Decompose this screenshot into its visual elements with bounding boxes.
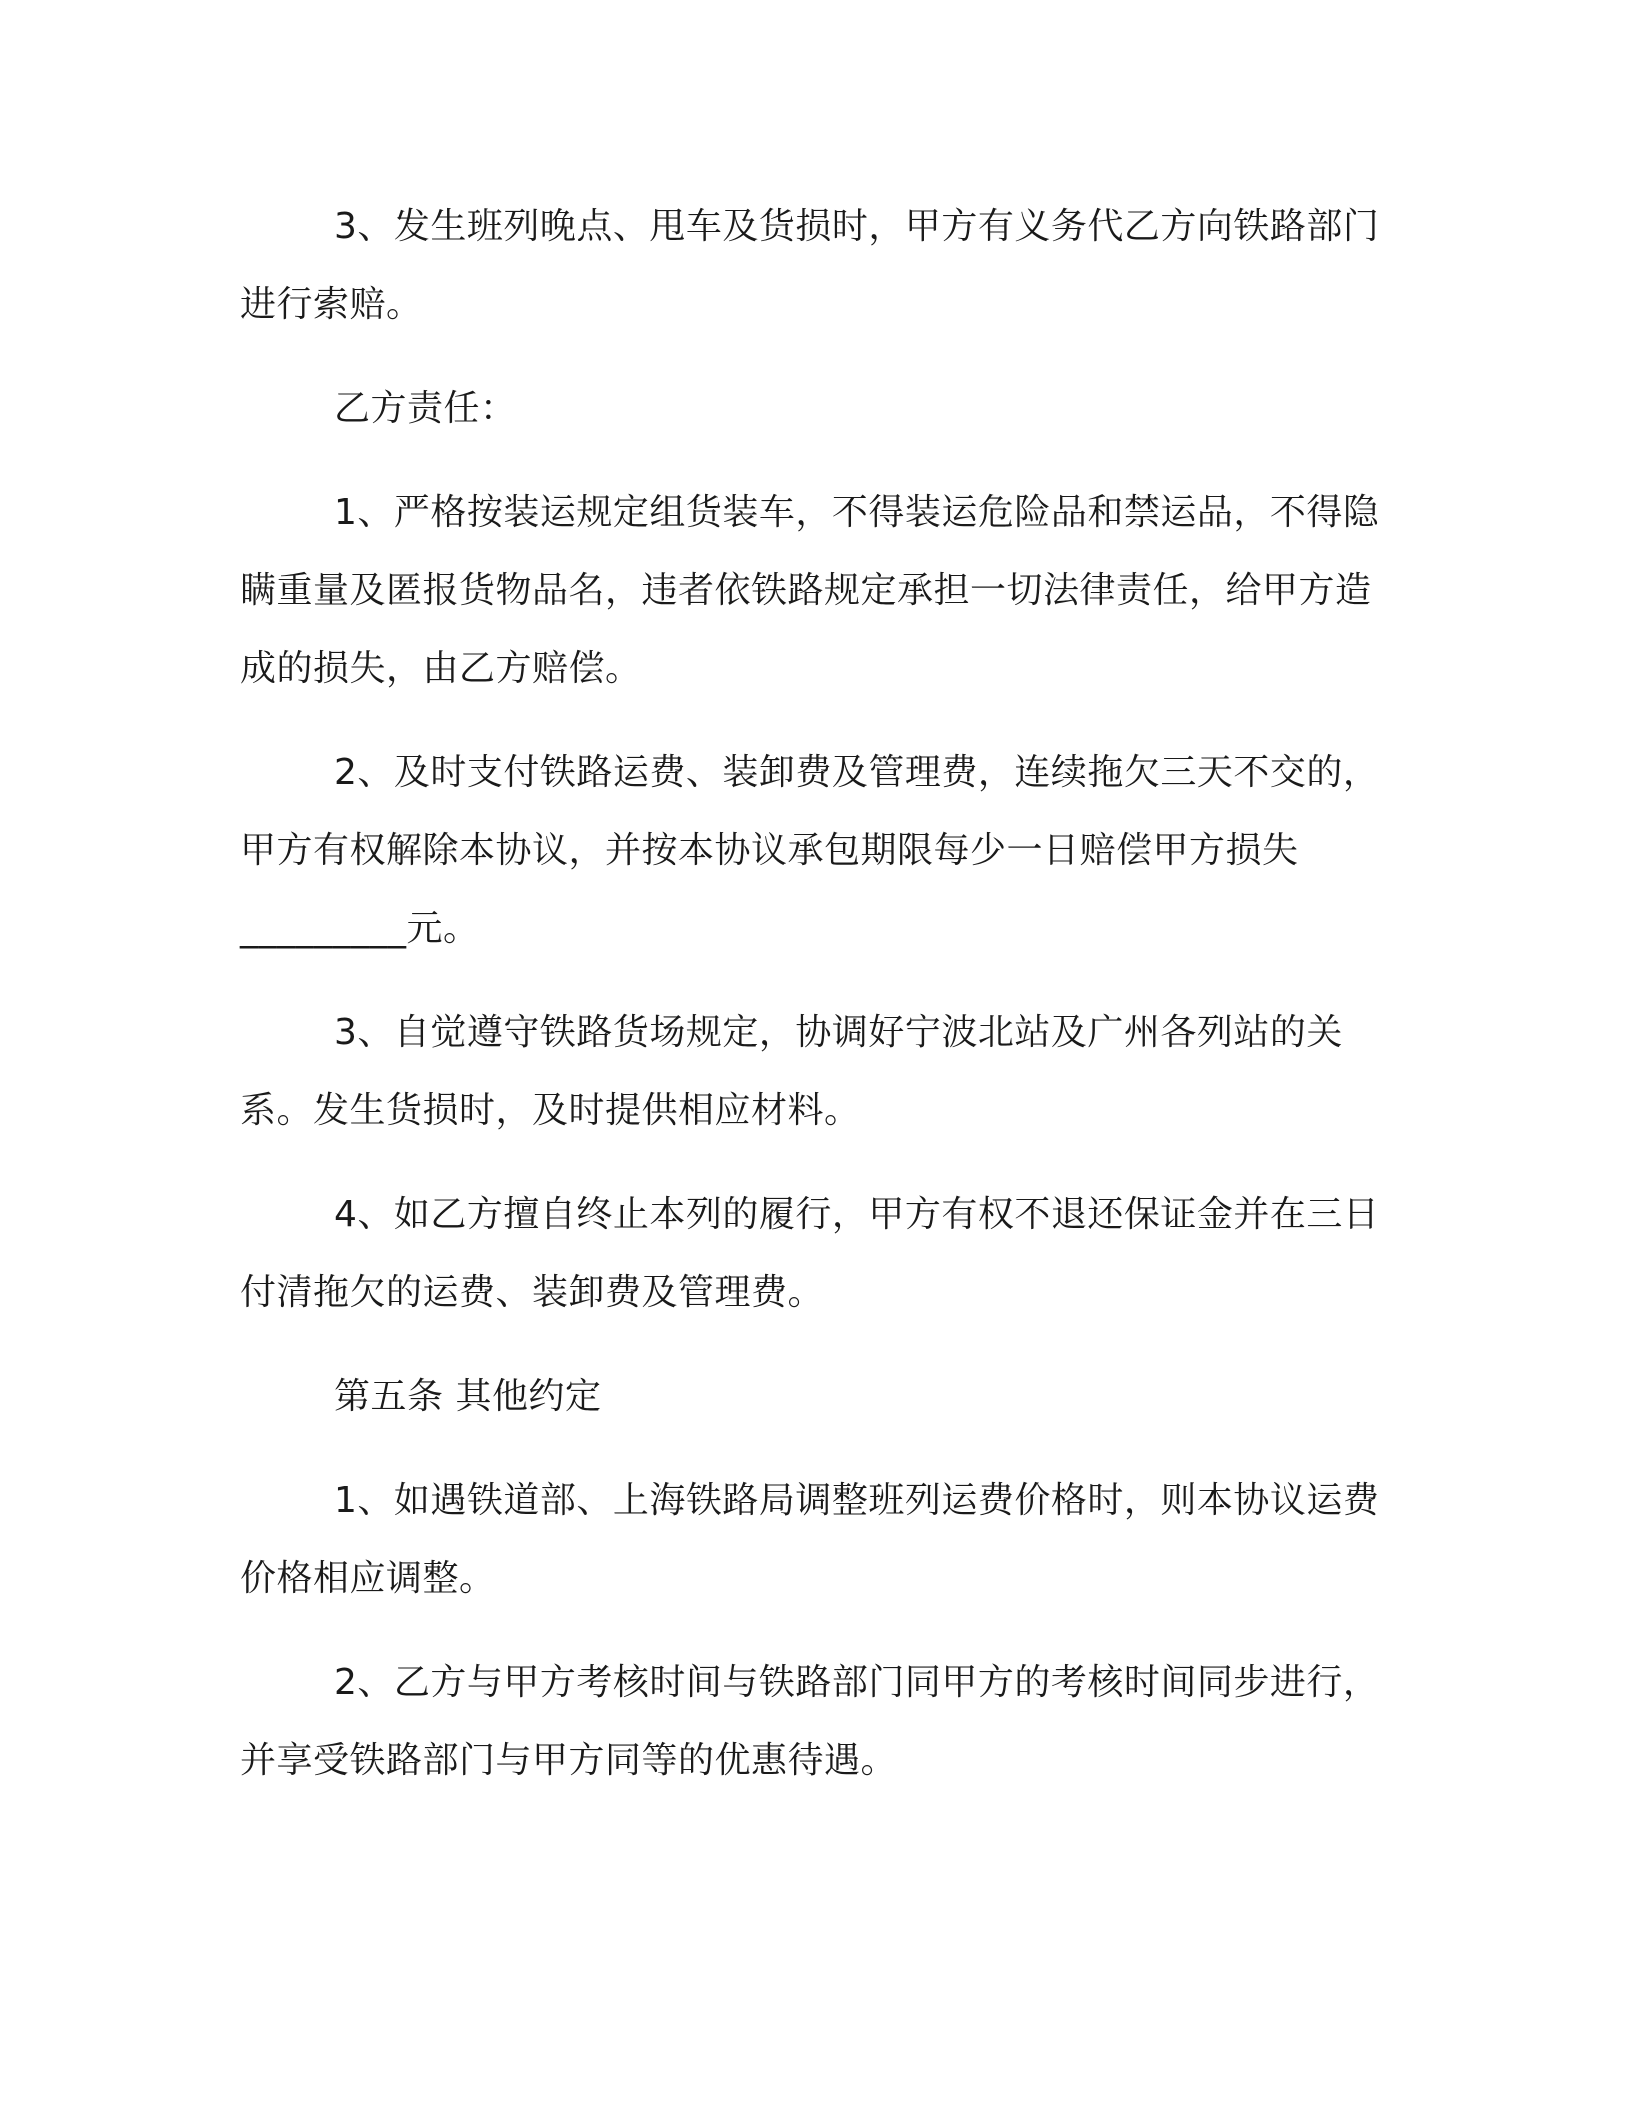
paragraph-3: 2、及时支付铁路运费、装卸费及管理费，连续拖欠三天不交的，甲方有权解除本协议，并按本协议承包期限每少一日赔偿甲方损失_________元。 <box>240 752 1380 949</box>
paragraph-7: 2、乙方与甲方考核时间与铁路部门同甲方的考核时间同步进行，并享受铁路部门与甲方同等的优惠待遇。 <box>240 1662 1380 1781</box>
paragraph-4: 3、自觉遵守铁路货场规定，协调好宁波北站及广州各列站的关系。发生货损时，及时提供相应材料。 <box>240 1012 1343 1131</box>
section-heading-article-five: 第五条 其他约定 <box>334 1376 602 1417</box>
paragraph-5: 4、如乙方擅自终止本列的履行，甲方有权不退还保证金并在三日付清拖欠的运费、装卸费及管理费。 <box>240 1194 1380 1313</box>
paragraph-2: 1、严格按装运规定组货装车，不得装运危险品和禁运品，不得隐瞒重量及匿报货物品名，违者依铁路规定承担一切法律责任，给甲方造成的损失，由乙方赔偿。 <box>240 492 1380 689</box>
paragraph-1: 3、发生班列晚点、甩车及货损时，甲方有义务代乙方向铁路部门进行索赔。 <box>240 206 1380 325</box>
section-heading-party-b-responsibility: 乙方责任： <box>334 388 517 429</box>
document-page <box>240 188 1390 1826</box>
paragraph-6: 1、如遇铁道部、上海铁路局调整班列运费价格时，则本协议运费价格相应调整。 <box>240 1480 1380 1599</box>
